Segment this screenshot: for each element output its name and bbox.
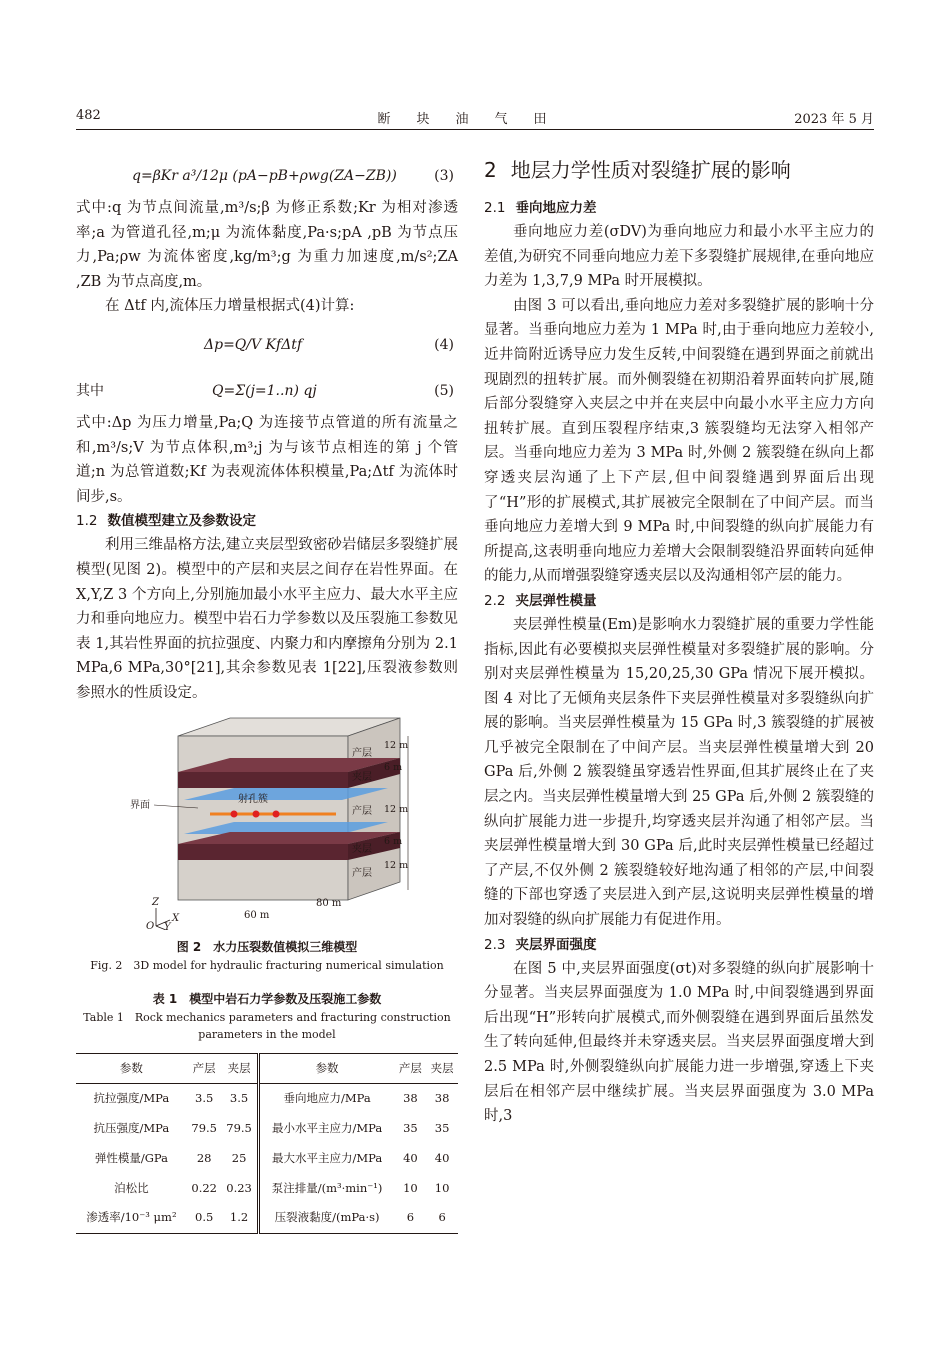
table-row: [76, 1173, 458, 1203]
model-3d-diagram: [126, 712, 426, 930]
table-cell: 泵注排量/(m³·min⁻¹): [258, 1173, 394, 1203]
perforation-dot: [273, 810, 280, 817]
table-cell: 28: [196, 1150, 212, 1165]
interface-label: 界面: [130, 799, 150, 811]
paragraph-model-setup: 利用三维晶格方法,建立夹层型致密砂岩储层多裂缝扩展模型(见图 2)。模型中的产层和夹层之间存在岩性界面。在 X,Y,Z 3 个方向上,分别施加最小水平主应力、最大水平主应力和垂向地应力。模型中岩石力学参数以及压裂施工参数见表 1,其岩性界面的抗拉强度、内聚力和内摩擦角分别为 2.1 MPa,6 MPa,30°[21],其余参数见表 1[22],压裂液参数则参照水的性质设定。: [76, 537, 458, 701]
table-cell: 35: [434, 1120, 450, 1135]
equation-3-formula: q=βKr a³/12μ (pA−pB+ρwg(ZA−ZB)): [132, 168, 397, 184]
paragraph-eq4-intro: 在 Δtf 内,流体压力增量根据式(4)计算:: [105, 298, 355, 315]
section-number: 1.2: [76, 513, 98, 530]
page-number: 482: [76, 108, 101, 123]
table-header: 参数: [258, 1053, 394, 1083]
table-cell: 38: [403, 1090, 418, 1105]
section-title: 垂向地应力差: [515, 200, 597, 216]
equation-3: [76, 150, 458, 196]
table-row: [76, 1203, 458, 1233]
paragraph-eq3-vars: 式中:q 为节点间流量,m³/s;β 为修正系数;Kr 为相对渗透率;a 为管道孔径,m;μ 为流体黏度,Pa·s;pA ,pB 为节点压力,Pa;ρw 为流体密度,kg/m³;g 为重力加速度,m/s²;ZA ,ZB 为节点高度,m。: [76, 200, 458, 290]
equation-4-formula: Δp=Q/V KfΔtf: [204, 336, 303, 353]
layer-label-pay-top: 产层: [352, 747, 372, 759]
figure-2-caption-en: Fig. 2 3D model for hydraulic fracturing numerical simulation: [90, 958, 444, 972]
perforation-dot: [231, 810, 238, 817]
issue-date: 2023 年 5 月: [794, 112, 874, 127]
table-cell: 最小水平主应力/MPa: [258, 1113, 394, 1143]
table-1: [76, 1053, 458, 1234]
table-header: 产层: [398, 1060, 422, 1075]
figure-2-caption-zh: 图 2 水力压裂数值模拟三维模型: [176, 939, 358, 954]
section-number: 2.1: [484, 200, 506, 216]
section-2-2-heading: [484, 589, 874, 613]
axis-y-label: Y: [164, 921, 171, 930]
section-2-3-heading: [484, 933, 874, 957]
journal-name: 断块油气田: [377, 112, 573, 127]
perforation-label: 射孔簇: [238, 793, 268, 805]
section-2-heading: [484, 152, 874, 196]
table-cell: 6: [438, 1210, 446, 1225]
table-cell: 40: [403, 1150, 418, 1165]
table-cell: 渗透率/10⁻³ μm²: [86, 1210, 177, 1225]
paragraph-2-1-a: 垂向地应力差(σDV)为垂向地应力和最小水平主应力的差值,为研究不同垂向地应力差下多裂缝扩展规律,在垂向地应力差为 1,3,7,9 MPa 时开展模拟。: [484, 224, 874, 290]
table-cell: 弹性模量/GPa: [94, 1150, 168, 1165]
equation-5: [76, 365, 458, 411]
table-cell: 压裂液黏度/(mPa·s): [258, 1203, 394, 1233]
table-row: [76, 1083, 458, 1113]
dim-pay-top: 12 m: [384, 739, 409, 751]
equation-5-lead: 其中: [76, 382, 104, 399]
table-cell: 最大水平主应力/MPa: [258, 1143, 394, 1173]
table-cell: 10: [434, 1180, 450, 1195]
section-2-1-heading: [484, 196, 874, 220]
layer-label-pay-bottom: 产层: [352, 867, 372, 879]
section-title: 夹层界面强度: [515, 936, 597, 953]
equation-4-number: (4): [434, 336, 454, 353]
dim-inter-bottom: 6 m: [384, 835, 403, 847]
table-cell: 0.22: [191, 1180, 217, 1195]
table-cell: 25: [231, 1150, 247, 1165]
layer-label-inter-top: 夹层: [352, 771, 372, 783]
table-cell: 79.5: [226, 1120, 252, 1135]
table-row: [76, 1143, 458, 1173]
paragraph-2-3: 在图 5 中,夹层界面强度(σt)对多裂缝的纵向扩展影响十分显著。当夹层界面强度为 1.0 MPa 时,中间裂缝遇到界面后出现“H”形转向扩展模式,而外侧裂缝在遇到界面后虽然发生了转向延伸,但最终并未穿透夹层。当夹层界面强度增大到 2.5 MPa 时,外侧裂缝纵向扩展能力进一步增强,穿透上下夹层后在相邻产层中继续扩展。当夹层界面强度为 3.0 MPa 时,3: [484, 960, 874, 1125]
axis-z-label: Z: [152, 896, 159, 908]
section-number: 2: [484, 158, 497, 182]
table-header: 夹层: [430, 1060, 454, 1075]
equation-5-number: (5): [434, 382, 454, 399]
axis-x-label: X: [172, 912, 180, 924]
equation-5-formula: Q=Σ(j=1..n) qj: [212, 382, 317, 399]
axis-o-label: O: [146, 920, 155, 930]
section-number: 2.3: [484, 936, 506, 953]
section-1-2-heading: [76, 509, 458, 533]
table-cell: 垂向地应力/MPa: [258, 1083, 394, 1113]
layer-label-pay-mid: 产层: [352, 805, 372, 817]
paragraph-2-1-b: 由图 3 可以看出,垂向地应力差对多裂缝扩展的影响十分显著。当垂向地应力差为 1 MPa 时,由于垂向地应力差较小,近井筒附近诱导应力发生反转,中间裂缝在遇到界面之前就出现剧烈的扭转扩展。而外侧裂缝在初期沿着界面转向扩展,随后部分裂缝穿入夹层之中并在夹层中向最小水平主应力方向扭转扩展。直到压裂程序结束,3 簇裂缝均无法穿入相邻产层。当垂向地应力差为 3 MPa 时,外侧 2 簇裂缝在纵向上都穿透夹层沟通了上下产层,但中间裂缝遇到界面后出现了“H”形的扩展模式,其扩展被完全限制在了中间产层。而当垂向地应力差增大到 9 MPa 时,中间裂缝的纵向扩展能力有所提高,这表明垂向地应力差增大会限制裂缝沿界面转向延伸的能力,从而增强裂缝穿透夹层以及沟通相邻产层的能力。: [484, 297, 874, 585]
table-header: 产层: [192, 1060, 216, 1075]
dim-length-y: 60 m: [244, 909, 270, 921]
table-cell: 抗拉强度/MPa: [93, 1090, 170, 1105]
table-cell: 79.5: [191, 1120, 217, 1135]
table-cell: 3.5: [229, 1090, 249, 1105]
lower-interlayer-front: [178, 844, 348, 860]
table-cell: 1.2: [229, 1210, 249, 1225]
layer-label-inter-bottom: 夹层: [352, 843, 372, 855]
perforation-dot: [253, 810, 260, 817]
table-cell: 10: [403, 1180, 418, 1195]
table-header: 夹层: [227, 1060, 251, 1075]
running-header: [76, 104, 874, 130]
table-header-row: [76, 1053, 458, 1083]
section-title: 数值模型建立及参数设定: [107, 513, 256, 530]
table-cell: 0.23: [226, 1180, 252, 1195]
table-1-caption-zh: 表 1 模型中岩石力学参数及压裂施工参数: [152, 991, 382, 1006]
table-cell: 抗压强度/MPa: [93, 1120, 170, 1135]
table-row: [76, 1113, 458, 1143]
table-cell: 6: [406, 1210, 415, 1225]
right-column: [484, 150, 874, 1129]
section-number: 2.2: [484, 592, 506, 609]
equation-3-number: (3): [434, 168, 454, 184]
table-cell: 35: [403, 1120, 418, 1135]
table-cell: 0.5: [195, 1210, 214, 1225]
table-cell: 38: [434, 1090, 450, 1105]
dim-length-x: 80 m: [316, 897, 342, 909]
table-cell: 泊松比: [114, 1180, 149, 1195]
dim-pay-mid: 12 m: [384, 803, 409, 815]
left-column: [76, 150, 458, 1234]
table-cell: 3.5: [195, 1090, 214, 1105]
paragraph-2-2: 夹层弹性模量(Em)是影响水力裂缝扩展的重要力学性能指标,因此有必要模拟夹层弹性模量对多裂缝扩展的影响。分别对夹层弹性模量为 15,20,25,30 GPa 情况下展开模拟。图 4 对比了无倾角夹层条件下夹层弹性模量对多裂缝纵向扩展的影响。当夹层弹性模量为 15 GPa 时,3 簇裂缝的扩展被几乎被完全限制在了中间产层。当夹层弹性模量增大到 20 GPa 后,外侧 2 簇裂缝虽穿透岩性界面,但其扩展终止在了夹层之内。当夹层弹性模量增大到 25 GPa 后,外侧 2 簇裂缝的纵向扩展能力进一步提升,均穿透夹层并沟通了相邻产层。当夹层弹性模量增大到 30 GPa 后,此时夹层弹性模量已经超过了产层,不仅外侧 2 簇裂缝较好地沟通了相邻的产层,中间裂缝的下部也穿透了夹层进入到产层,这说明夹层弹性模量的增加对裂缝的纵向扩展能力有促进作用。: [484, 616, 874, 929]
equation-4: [76, 319, 458, 365]
upper-interlayer-front: [178, 772, 348, 788]
figure-2: [76, 712, 458, 930]
section-title: 夹层弹性模量: [515, 592, 597, 609]
table-header: 参数: [119, 1060, 143, 1075]
paragraph-eq5-vars: 式中:Δp 为压力增量,Pa;Q 为连接节点管道的所有流量之和,m³/s;V 为节点体积,m³;j 为与该节点相连的第 j 个管道;n 为总管道数;Kf 为表观流体体积模量,Pa;Δtf 为流体时间步,s。: [76, 414, 458, 505]
section-title: 地层力学性质对裂缝扩展的影响: [510, 158, 791, 182]
table-cell: 40: [434, 1150, 450, 1165]
dim-inter-top: 6 m: [384, 761, 403, 773]
table-1-caption-en: Table 1 Rock mechanics parameters and fracturing construction parameters in the model: [83, 1010, 451, 1041]
dim-pay-bottom: 12 m: [384, 859, 409, 871]
